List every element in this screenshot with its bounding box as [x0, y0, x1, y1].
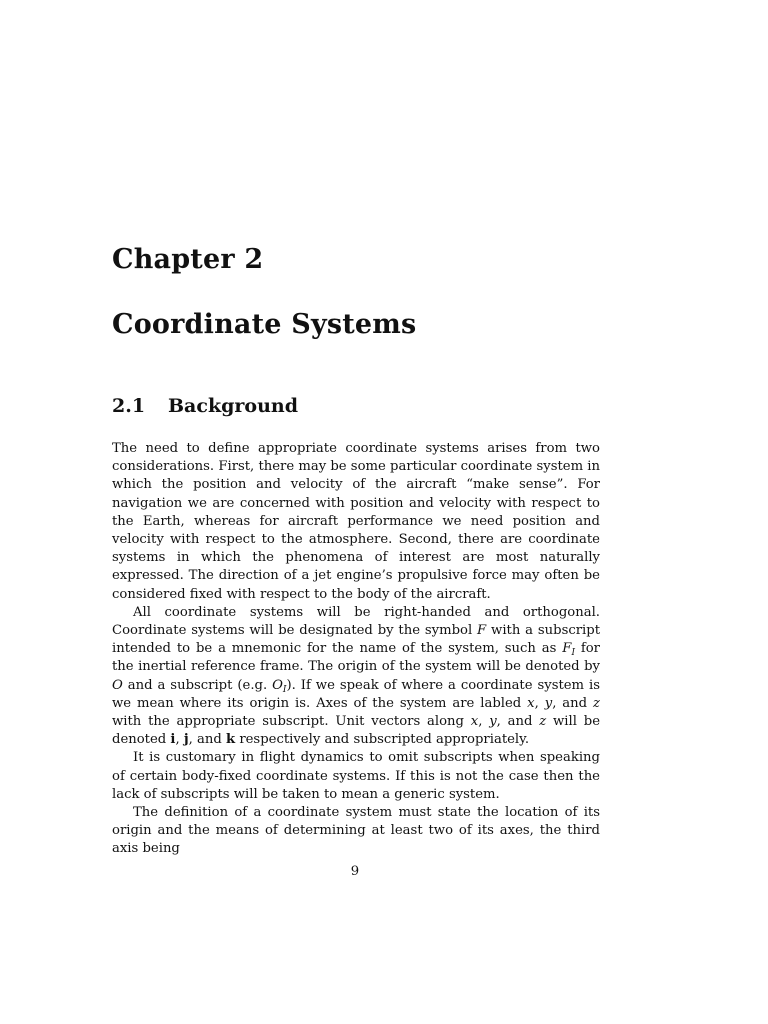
- unit-vector-j: j: [183, 732, 189, 748]
- paragraph-3: It is customary in flight dynamics to omit subscripts when speaking of certain body-fixed coordinate systems. If this is not the case then the lack of subscripts will be taken to mean a generic system.: [112, 750, 600, 802]
- section-title: Background: [168, 395, 298, 417]
- paragraph-1: The need to define appropriate coordinate systems arises from two considerations. First, there may be some particular coordinate system in which the position and velocity of the aircraft “make sense”. For navigation we are concerned with position and velocity with respect to the Earth, whereas for aircraft performance we need position and velocity with respect to the atmosphere. Second, there are coordinate systems in which the phenomena of interest are most naturally expressed. The direction of a jet engine’s propulsive force may often be considered fixed with respect to the body of the aircraft.: [112, 441, 600, 602]
- unit-vector-k: k: [225, 732, 236, 748]
- axis-x-label: x: [527, 695, 535, 711]
- math-symbol-F-I: $F_I$: [562, 641, 575, 659]
- axis-y-label: y: [544, 695, 553, 711]
- paragraph-4: The definition of a coordinate system must state the location of its origin and the means of determining at least two of its axes, the third axis being: [112, 805, 600, 857]
- page-number: 9: [350, 864, 360, 879]
- math-symbol-O: O: [112, 677, 123, 693]
- section-heading: [112, 395, 298, 417]
- unit-vector-i: i: [170, 732, 176, 748]
- paragraph-2: All coordinate systems will be right-handed and orthogonal. Coordinate systems will be designated by the symbol F with a subscript intended to be a mnemonic for the name of the system, such as $F_I$ for the inertial reference frame. The origin of the system will be denoted by O and a subscript (e.g. $O_I$). If we speak of where a coordinate system is we mean where its origin is. Axes of the system are labled x, y, and z with the appropriate subscript. Unit vectors along x, y, and z will be denoted i, j, and k respectively and subscripted appropriately.: [112, 604, 600, 748]
- axis-x-label: x: [470, 714, 479, 730]
- body-text: [112, 440, 600, 859]
- axis-z-label: z: [593, 695, 600, 711]
- chapter-label: Chapter 2: [112, 244, 264, 275]
- math-symbol-O-I: $O_I$: [272, 677, 287, 695]
- math-symbol-F: F: [477, 623, 487, 639]
- chapter-title: Coordinate Systems: [112, 309, 417, 340]
- axis-y-label: y: [489, 714, 497, 730]
- section-number: 2.1: [112, 395, 146, 417]
- axis-z-label: z: [539, 714, 547, 730]
